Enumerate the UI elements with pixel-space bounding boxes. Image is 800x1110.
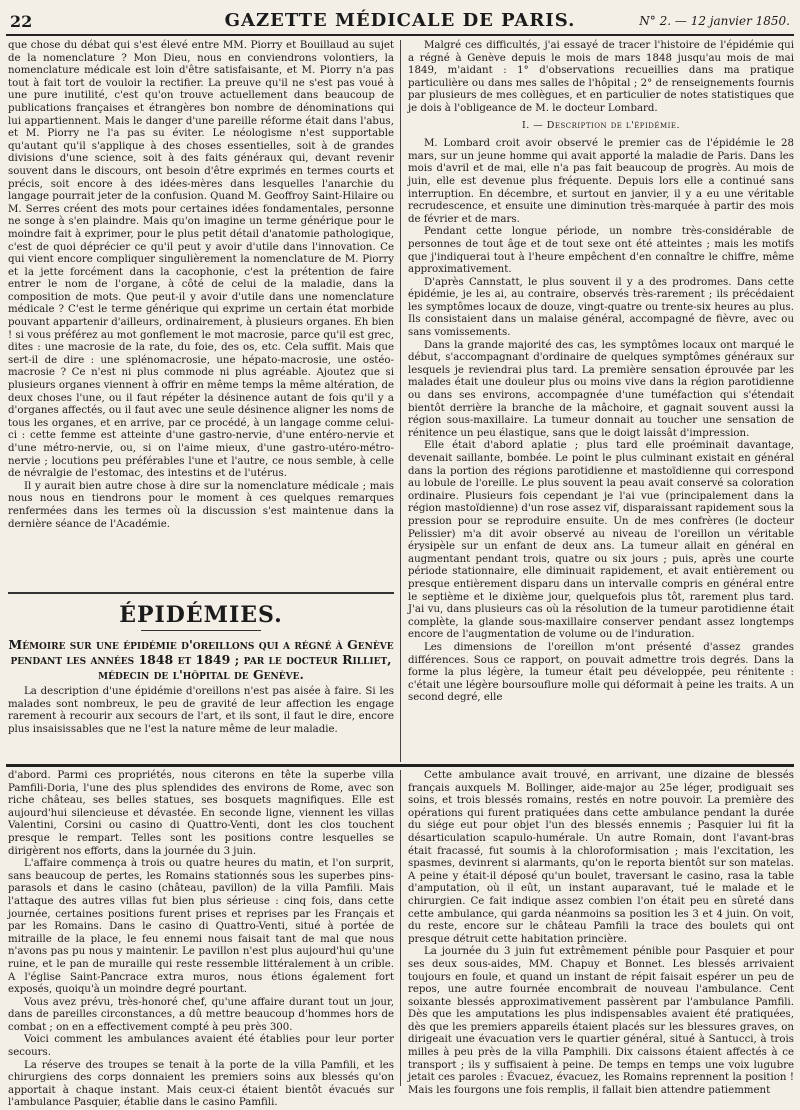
- paragraph: Vous avez prévu, très-honoré chef, qu'une affaire durant tout un jour, dans de pareilles circonstances, a dû mettre beaucoup d'hommes hors de combat ; on en a effectivement compté à peu près 300.: [8, 996, 394, 1033]
- paragraph: D'après Cannstatt, le plus souvent il y a des prodromes. Dans cette épidémie, je les ai, au contraire, observés très-rarement ; ils précédaient les symptômes locaux de douze, vingt-quatre ou trente-six heures au plus. Ils consistaient dans un malaise général, accompagné de fièvre, avec ou sans vomissements.: [408, 276, 794, 339]
- journal-title: GAZETTE MÉDICALE DE PARIS.: [224, 10, 576, 31]
- paragraph: L'affaire commença à trois ou quatre heures du matin, et l'on surprit, sans beaucoup de pertes, les Romains stationnés sous les superbes pins-parasols et dans le casino (château, pavillon) de la villa Pamfili. Mais l'attaque des autres villas fut bien plus sérieuse : cinq fois, dans cette journée, certaines positions furent prises et reprises par les Français et par les Romains. Dans le casino di Quattro-Venti, situé à portée de mitraille de la place, le feu ennemi nous faisait tant de mal que nous n'avons pas pu nous y maintenir. Le pavillon n'est plus aujourd'hui qu'une ruine, et le pan de muraille qui reste ressemble littéralement à un crible. A l'église Saint-Pancrace extra muros, nous étions également fort exposés, quoiqu'à un moindre degré pourtant.: [8, 858, 394, 996]
- paragraph: La journée du 3 juin fut extrêmement pénible pour Pasquier et pour ses deux sous-aides, MM. Chapuy et Bonnet. Les blessés arrivaient toujours en foule, et quand un instant de répit faisait espérer un peu de repos, une autre fournée encombrait de nouveau l'ambulance. Cent soixante blessés approximativement passèrent par l'ambulance Pamfili. Dès que les amputations les plus indispensables avaient été pratiquées, dès que les premiers appareils étaient placés sur les blessures graves, on dirigeait une évacuation vers le quartier général, situé à Santucci, à trois milles à peu près de la villa Pamphili. Dix caissons étaient affectés à ce transport ; ils y suffisaient à peine. De temps en temps une voix lugubre jetait ces paroles : Évacuez, évacuez, les Romains reprennent la position ! Mais les fourgons une fois remplis, il fallait bien attendre patiemment: [408, 946, 794, 1096]
- paragraph: Voici comment les ambulances avaient été établies pour leur porter secours.: [8, 1034, 394, 1059]
- paragraph: d'abord. Parmi ces propriétés, nous citerons en tête la superbe villa Pamfili-Doria, l'une des plus splendides des environs de Rome, avec son riche château, ses belles statues, ses bosquets magnifiques. Elle est aujourd'hui silencieuse et dévastée. En seconde ligne, viennent les villas Valentini, Corsini ou casino di Quattro-Venti, dont les clos touchent presque le rempart. Telles sont les positions contre lesquelles se dirigèrent nos efforts, dans la journée du 3 juin.: [8, 770, 394, 857]
- paragraph: Les dimensions de l'oreillon m'ont présenté d'assez grandes différences. Sous ce rapport, on pouvait admettre trois degrés. Dans la forme la plus légère, la tumeur était peu développée, peu rénitente : c'était une légère boursouflure molle qui déformait à peine les traits. A un second degré, elle: [408, 641, 794, 704]
- memoir-intro: [8, 686, 394, 736]
- page-header: [6, 6, 794, 36]
- section-title: ÉPIDÉMIES.: [119, 602, 283, 628]
- paragraph: Elle était d'abord aplatie ; plus tard elle proéminait davantage, devenait saillante, bombée. Le point le plus culminant existait en général dans la portion des régions parotidienne et mastoïdienne qui correspond au lobule de l'oreille. Le plus souvent la peau avait conservé sa coloration ordinaire. Plusieurs fois cependant je l'ai vue (principalement dans la région mastoïdienne) d'un rose assez vif, disparaissant rapidement sous la pression pour se reproduire ensuite. Un de mes confrères (le docteur Pelissier) m'a dit avoir observé au niveau de l'oreillon un véritable érysipèle sur un enfant de deux ans. La tumeur allait en général en augmentant pendant trois, quatre ou six jours ; puis, après une courte période stationnaire, elle diminuait rapidement, et avait entièrement ou presque entièrement disparu dans un intervalle compris en général entre le septième et le dixième jour, quelquefois plus tôt, rarement plus tard. J'ai vu, dans plusieurs cas où la résolution de la tumeur parotidienne était complète, la glande sous-maxillaire conserver pendant assez longtemps encore de l'augmentation de volume ou de l'induration.: [408, 440, 794, 641]
- memoir-title: Mémoire sur une épidémie d'oreillons qui a régné à Genève pendant les années 1848 et 1849 ; par le docteur Rilliet, médecin de l'hôpital de Genève.: [8, 637, 394, 682]
- paragraph: La description d'une épidémie d'oreillons n'est pas aisée à faire. Si les malades sont nombreux, le peu de gravité de leur affection les engage rarement à recourir aux secours de l'art, et ils sont, il faut le dire, encore plus insaisissables que ne l'est la nature même de leur maladie.: [8, 686, 394, 735]
- paragraph: que chose du débat qui s'est élevé entre MM. Piorry et Bouillaud au sujet de la nomenclature ? Mon Dieu, nous en conviendrons volontiers, la nomenclature médicale est loin d'être satisfaisante, et M. Piorry n'a pas tout à fait tort de vouloir la rectifier. La preuve qu'il ne s'est pas voué à une pure inutilité, c'est qu'on trouve actuellement dans beaucoup de publications françaises et étrangères bon nombre de dénominations qui lui appartiennent. Mais le danger d'une pareille réforme était dans l'abus, et M. Piorry ne l'a pas su éviter. Le néologisme n'est supportable qu'autant qu'il s'applique à des choses essentielles, soit à de grandes divisions d'une science, soit à des faits généraux qui, devant revenir souvent dans le discours, ont besoin d'être exprimés en termes courts et précis, soit encore à des idées-mères dans lesquelles l'anarchie du langage pourrait jeter de la confusion. Quand M. Geoffroy Saint-Hilaire ou M. Serres créent des mots pour certaines idées fondamentales, personne ne songe à s'en plaindre. Mais qu'on imagine un terme générique pour le moindre fait à exprimer, pour le plus petit détail d'anatomie pathologique, c'est de quoi déprécier ce qu'il peut y avoir d'utile dans l'innovation. Ce qui vient encore compliquer singulièrement la nomenclature de M. Piorry et la jette forcément dans la cacophonie, c'est la prétention de faire entrer le nom de l'organe, à côté de celui de la maladie, dans la composition de mots. Que peut-il y avoir d'utile dans une nomenclature médicale ? C'est le terme générique qui exprime un certain état morbide pouvant appartenir d'ailleurs, ordinairement, à plusieurs organes. Eh bien ! si vous préférez au mot gonflement le mot macrosie, parce qu'il est grec, dites : une macrosie de la rate, du foie, des os, etc. Cela suffit. Mais que sert-il de dire : une splénomacrosie, une hépato-macrosie, une ostéo-macrosie ? Ce n'est ni plus commode ni plus agréable. Ajoutez que si plusieurs organes viennent à offrir en même temps la même altération, de deux choses l'une, ou il faut répéter la désinence autant de fois qu'il y a d'organes affectés, ou il faut avec une seule désinence aligner les noms de tous les organes, et en arrive, par ce procédé, à un langage comme celui-ci : cette femme est atteinte d'une gastro-nervie, d'une entéro-nervie et d'une métro-nervie, ou, si on l'aime mieux, d'une gastro-utéro-métro-nervie ; locutions peu préférables l'une et l'autre, ce nous semble, à celle de névralgie de l'estomac, des intestins et de l'utérus.: [8, 40, 394, 480]
- paragraph: Dans la grande majorité des cas, les symptômes locaux ont marqué le début, s'accompagnant d'ordinaire de quelques symptômes généraux sur lesquels je reviendrai plus tard. La première sensation éprouvée par les malades était une douleur plus ou moins vive dans la région parotidienne ou dans ses environs, accompagnée d'une tuméfaction qui s'étendait bientôt derrière la branche de la mâchoire, et gagnait souvent aussi la région sous-maxillaire. La tumeur donnait au toucher une sensation de rénitence un peu élastique, sans que le doigt laissât d'impression.: [408, 339, 794, 439]
- issue-date: N° 2. — 12 janvier 1850.: [639, 14, 790, 28]
- column-bottom-left: [8, 770, 394, 1109]
- epidemies-section: [8, 598, 394, 760]
- column-rule: [400, 770, 401, 1086]
- section-divider: [8, 592, 394, 594]
- column-bottom-right: [408, 770, 794, 1096]
- subsection-heading: I. — Description de l'épidémie.: [521, 119, 681, 131]
- paragraph: Il y aurait bien autre chose à dire sur la nomenclature médicale ; mais nous nous en tiendrons pour le moment à ces quelques remarques renfermées dans les termes où la discussion s'est maintenue dans la dernière séance de l'Académie.: [8, 480, 394, 530]
- paragraph: Pendant cette longue période, un nombre très-considérable de personnes de tout âge et de tout sexe ont été atteintes ; mais les motifs que j'indiquerai tout à l'heure empêchent d'en connaître le chiffre, même approximativement.: [408, 226, 794, 276]
- paragraph: Malgré ces difficultés, j'ai essayé de tracer l'histoire de l'épidémie qui a régné à Genève depuis le mois de mars 1848 jusqu'au mois de mai 1849, m'aidant : 1° d'observations recueillies dans ma pratique particulière ou dans mes salles de l'hôpital ; 2° de renseignements fournis par plusieurs de mes collègues, et en particulier de notes statistiques que je dois à l'obligeance de M. le docteur Lombard.: [408, 40, 794, 114]
- page-number: 22: [10, 12, 33, 31]
- column-rule: [400, 40, 401, 762]
- title-underline: [141, 630, 261, 631]
- paragraph: La réserve des troupes se tenait à la porte de la villa Pamfili, et les chirurgiens des corps donnaient les premiers soins aux blessés qu'on apportait à chaque instant. Mais ceux-ci étaient bientôt évacués sur l'ambulance Pasquier, établie dans le casino Pamfili.: [8, 1059, 394, 1109]
- column-top-left: [8, 40, 394, 588]
- column-top-right: [408, 40, 794, 760]
- feuilleton-divider: [6, 764, 794, 767]
- paragraph: Cette ambulance avait trouvé, en arrivant, une dizaine de blessés français auxquels M. Bollinger, aide-major au 25e léger, prodiguait ses soins, et trois blessés romains, restés en notre pouvoir. La première des opérations qui furent pratiquées dans cette ambulance pendant la durée du siége eut pour objet l'un des blessés ennemis ; Pasquier lui fit la désarticulation scapulo-humérale. Un autre Romain, dont l'avant-bras était fracassé, fut soumis à la chloroformisation ; mais l'excitation, les spasmes, devinrent si alarmants, qu'on le reporta bientôt sur son matelas. A peine y était-il déposé qu'un boulet, traversant le casino, rasa la table d'amputation, où il eût, un instant auparavant, tué le malade et le chirurgien. Ce fait indique assez combien l'on était peu en sûreté dans cette ambulance, qui garda néanmoins sa position les 3 et 4 juin. On voit, du reste, encore sur le château Pamfili la trace des boulets qui ont presque détruit cette habitation princière.: [408, 770, 794, 945]
- paragraph: M. Lombard croit avoir observé le premier cas de l'épidémie le 28 mars, sur un jeune homme qui avait apporté la maladie de Paris. Dans les mois d'avril et de mai, elle n'a pas fait beaucoup de progrès. Au mois de juin, elle est devenue plus fréquente. Depuis lors elle a continué sans interruption. En décembre, et surtout en janvier, il y a eu une véritable recrudescence, et ensuite une diminution très-marquée à partir des mois de février et de mars.: [408, 138, 794, 225]
